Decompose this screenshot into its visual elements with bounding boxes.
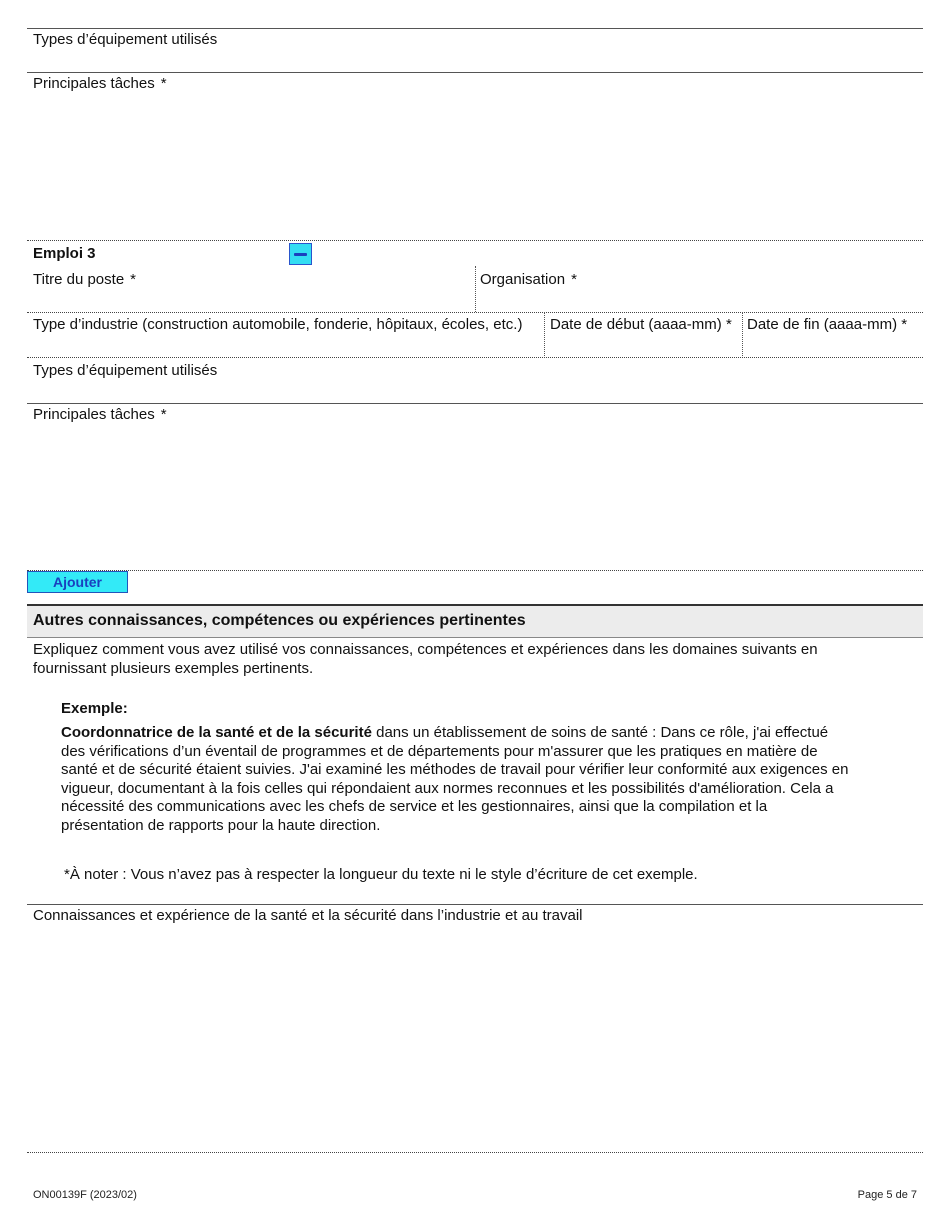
job3-row2-divider [27,312,923,313]
example-heading: Exemple: [61,700,128,717]
job3-equipment-divider [27,403,923,404]
job3-title-label: Titre du poste * [33,271,137,288]
job3-industry-field[interactable] [27,335,544,357]
job3-end-label: Date de fin (aaaa-mm) * [747,316,908,333]
job3-title-field[interactable] [27,290,475,312]
knowledge-field[interactable] [27,926,923,1151]
form-code: ON00139F (2023/02) [33,1189,137,1201]
job2-tasks-field[interactable] [27,96,923,238]
job3-top-divider [27,240,923,241]
job3-equipment-label: Types d’équipement utilisés [33,362,218,379]
other-section-intro: Expliquez comment vous avez utilisé vos connaissances, compétences et expériences dans les domaines suivants en fournissant plusieurs exemples pertinents. [33,641,818,677]
job3-org-label: Organisation * [480,271,577,288]
example-note: *À noter : Vous n’avez pas à respecter la longueur du texte ni le style d’écriture de cet exemple. [64,866,698,883]
job3-start-field[interactable] [545,335,742,357]
knowledge-field-divider [27,904,923,905]
minus-icon [294,253,307,256]
page-number: Page 5 de 7 [857,1189,917,1201]
example-text: Coordonnatrice de la santé et de la sécurité dans un établissement de soins de santé : Dans ce rôle, j'ai effectué des vérifications d’un éventail de programmes et de départements pour m'assurer que les pratiques en matière de santé et de sécurité étaient suivies. J'ai examiné les méthodes de travail pour vérifier leur conformité aux exigences en vigueur, documentant à la fois celles qui répondaient aux normes reconnues et les possibilités d'amélioration. Cela a nécessité des communications avec les chefs de service et les gestionnaires, ainsi que la compilation et la présentation de rapports pour la haute direction. [61,724,849,834]
bottom-divider [27,1152,923,1153]
job3-bottom-divider [27,570,923,571]
job3-row3-divider [27,357,923,358]
job3-tasks-label: Principales tâches * [33,406,167,423]
job2-tasks-label: Principales tâches * [33,75,167,92]
job3-org-field[interactable] [476,290,923,312]
top-divider [27,28,923,29]
job3-heading: Emploi 3 [33,245,96,262]
add-job-button[interactable]: Ajouter [27,571,128,593]
job3-equipment-field[interactable] [27,380,923,402]
job3-end-field[interactable] [743,335,923,357]
job3-start-label: Date de début (aaaa-mm) * [550,316,732,333]
other-section-title: Autres connaissances, compétences ou expériences pertinentes [27,604,923,638]
job2-equipment-divider [27,72,923,73]
remove-job-button[interactable] [289,243,312,265]
job2-equipment-label: Types d’équipement utilisés [33,31,218,48]
job3-industry-label: Type d’industrie (construction automobile, fonderie, hôpitaux, écoles, etc.) [33,316,523,333]
job3-tasks-field[interactable] [27,427,923,569]
knowledge-field-label: Connaissances et expérience de la santé et la sécurité dans l’industrie et au travail [33,907,583,924]
